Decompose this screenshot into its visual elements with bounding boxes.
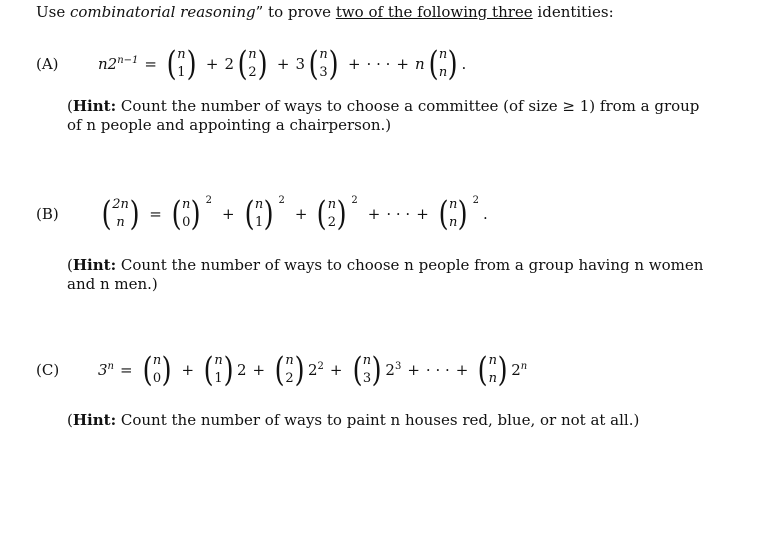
binomial-n-3: ( n 3 ): [352, 350, 382, 390]
intro-emphasis: combinatorial reasoning: [69, 3, 256, 21]
power-of-two: 2: [236, 361, 247, 379]
identity-a-hint: (Hint: Count the number of ways to choose a committee (of size ≥ 1) from a group of n people and appointing a chairperson.): [67, 97, 700, 134]
identity-c-equation: [98, 350, 527, 390]
intro-mid: ” to prove: [255, 3, 336, 21]
period: .: [461, 55, 467, 73]
binomial-n-1: ( n 1 ): [166, 44, 197, 84]
binomial-n-0: ( n 0 ): [171, 194, 202, 234]
binomial-n-1: ( n 1 ): [203, 350, 234, 390]
square-exponent: 2: [351, 194, 358, 206]
intro-line: [36, 3, 614, 21]
intro-pre: Use: [36, 3, 70, 21]
plus-sign: +: [252, 361, 266, 379]
ellipsis: · · ·: [366, 55, 391, 73]
ellipsis: · · ·: [425, 361, 450, 379]
binomial-n-1: ( n 1 ): [244, 194, 274, 234]
equals-sign: =: [144, 55, 157, 73]
binomial-n-n: ( n n ): [438, 194, 469, 234]
power-of-two: 2$^n$: [511, 361, 528, 379]
identity-c-lhs: 3$^n$: [98, 361, 114, 379]
identity-a-equation: [98, 44, 466, 84]
period: .: [483, 205, 488, 223]
ellipsis: · · ·: [386, 205, 411, 223]
equals-sign: =: [120, 361, 133, 379]
plus-sign: +: [347, 55, 361, 73]
square-exponent: 2: [205, 194, 213, 206]
plus-sign: +: [294, 205, 308, 223]
binomial-n-2: ( n 2 ): [237, 44, 268, 84]
coefficient: n: [414, 55, 425, 73]
intro-underlined: two of the following three: [335, 3, 533, 21]
identity-b-hint: (Hint: Count the number of ways to choose n people from a group having n women and n men.): [67, 256, 704, 293]
binomial-n-2: ( n 2 ): [317, 194, 347, 234]
identity-b-equation: [98, 194, 488, 234]
power-of-two: $2^3$: [385, 361, 402, 379]
equals-sign: =: [149, 205, 162, 223]
binomial-n-3: ( n 3 ): [308, 44, 339, 84]
plus-sign: +: [181, 361, 195, 379]
plus-sign: +: [455, 361, 469, 379]
identity-a-lhs: $n2^{n-1}$: [98, 55, 139, 73]
identity-b-label: (B): [36, 205, 59, 223]
binomial-n-n: ( n n ): [477, 350, 508, 390]
plus-sign: +: [367, 205, 381, 223]
square-exponent: 2: [278, 194, 285, 206]
binomial-n-0: ( n 0 ): [142, 350, 172, 390]
square-exponent: 2: [472, 194, 480, 206]
coefficient: 2: [224, 55, 235, 73]
binomial-2n-n: ( 2n n ): [101, 194, 140, 234]
binomial-n-n: ( n n ): [428, 44, 458, 84]
plus-sign: +: [276, 55, 290, 73]
plus-sign: +: [222, 205, 235, 223]
identity-a-label: (A): [36, 55, 59, 73]
identity-c-label: (C): [36, 361, 60, 379]
plus-sign: +: [407, 361, 420, 379]
binomial-n-2: ( n 2 ): [274, 350, 305, 390]
intro-post: identities:: [532, 3, 614, 21]
plus-sign: +: [205, 55, 219, 73]
coefficient: 3: [295, 55, 306, 73]
plus-sign: +: [416, 205, 429, 223]
plus-sign: +: [329, 361, 343, 379]
identity-c-hint: (Hint: Count the number of ways to paint n houses red, blue, or not at all.): [67, 411, 640, 429]
plus-sign: +: [396, 55, 409, 73]
power-of-two: $2^2$: [308, 361, 324, 379]
